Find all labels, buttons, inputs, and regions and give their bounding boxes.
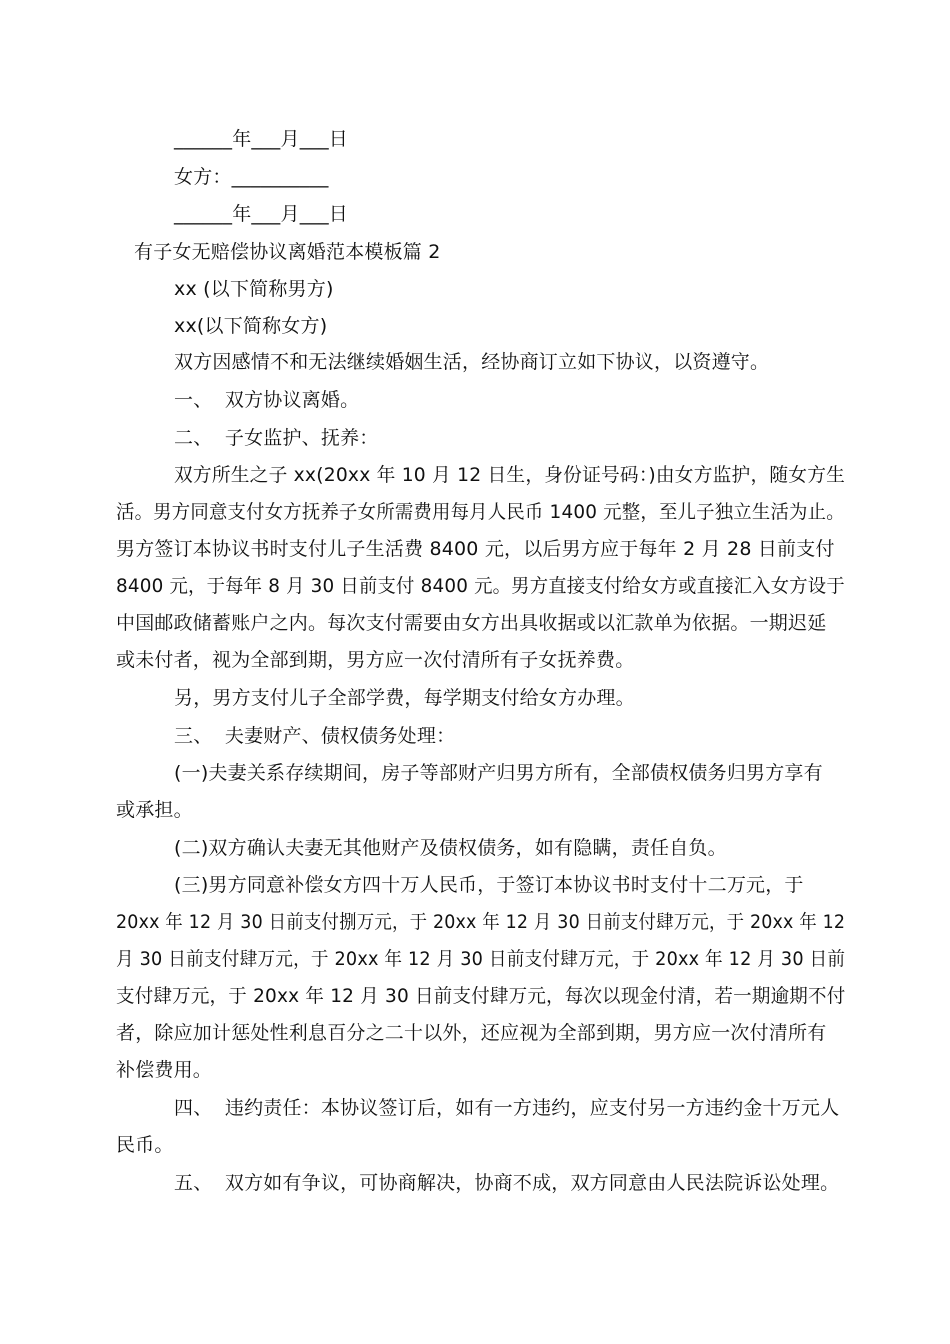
wife-date-line: ______年___月___日	[174, 203, 349, 225]
clause-1: 一、 双方协议离婚。	[174, 389, 360, 411]
clause-3-item-3-line: 支付肆万元，于 20xx 年 12 月 30 日前支付肆万元，每次以现金付清，若一期逾期不付	[116, 985, 846, 1007]
clause-2-line: 8400 元，于每年 8 月 30 日前支付 8400 元。男方直接支付给女方或直接汇入女方设于	[116, 575, 845, 597]
clause-3-item-3-line: 20xx 年 12 月 30 日前支付捌万元，于 20xx 年 12 月 30 日前支付肆万元，于 20xx 年 12	[116, 911, 846, 933]
clause-2-line: 双方所生之子 xx(20xx 年 10 月 12 日生，身份证号码：)由女方监护，随女方生	[174, 464, 846, 486]
clause-4-line: 四、 违约责任：本协议签订后，如有一方违约，应支付另一方违约金十万元人	[174, 1097, 840, 1119]
clause-2-line: 男方签订本协议书时支付儿子生活费 8400 元，以后男方应于每年 2 月 28 日前支付	[116, 538, 835, 560]
clause-2-line: 中国邮政储蓄账户之内。每次支付需要由女方出具收据或以汇款单为依据。一期迟延	[116, 612, 827, 634]
clause-3-item-3-line: (三)男方同意补偿女方四十万人民币，于签订本协议书时支付十二万元，于	[174, 874, 804, 896]
clause-3-item-3-line: 者，除应加计惩处性利息百分之二十以外，还应视为全部到期，男方应一次付清所有	[116, 1022, 827, 1044]
clause-3-heading: 三、 夫妻财产、债权债务处理：	[174, 725, 456, 747]
husband-date-line: ______年___月___日	[174, 128, 349, 150]
clause-3-item-3-line: 月 30 日前支付肆万元，于 20xx 年 12 月 30 日前支付肆万元，于 20xx 年 12 月 30 日前	[116, 948, 846, 970]
section-title: 有子女无赔偿协议离婚范本模板篇 2	[134, 241, 441, 263]
clause-5: 五、 双方如有争议，可协商解决，协商不成，双方同意由人民法院诉讼处理。	[174, 1172, 840, 1194]
agreement-intro: 双方因感情不和无法继续婚姻生活，经协商订立如下协议，以资遵守。	[174, 351, 770, 373]
clause-2-line: 活。男方同意支付女方抚养子女所需费用每月人民币 1400 元整，至儿子独立生活为止。	[116, 501, 845, 523]
party-female: xx(以下简称女方)	[174, 315, 328, 337]
clause-3-item-3-line: 补偿费用。	[116, 1059, 213, 1081]
clause-4-line: 民币。	[116, 1134, 174, 1156]
clause-3-item-2: (二)双方确认夫妻无其他财产及债权债务，如有隐瞒，责任自负。	[174, 837, 727, 859]
clause-2-extra: 另，男方支付儿子全部学费，每学期支付给女方办理。	[174, 687, 635, 709]
clause-3-item-1-line: 或承担。	[116, 799, 193, 821]
clause-2-heading: 二、 子女监护、抚养：	[174, 427, 379, 449]
clause-3-item-1-line: (一)夫妻关系存续期间，房子等部财产归男方所有，全部债权债务归男方享有	[174, 762, 823, 784]
clause-2-line: 或未付者，视为全部到期，男方应一次付清所有子女抚养费。	[116, 649, 635, 671]
wife-signature-line: 女方：__________	[174, 166, 329, 188]
party-male: xx (以下简称男方)	[174, 278, 334, 300]
